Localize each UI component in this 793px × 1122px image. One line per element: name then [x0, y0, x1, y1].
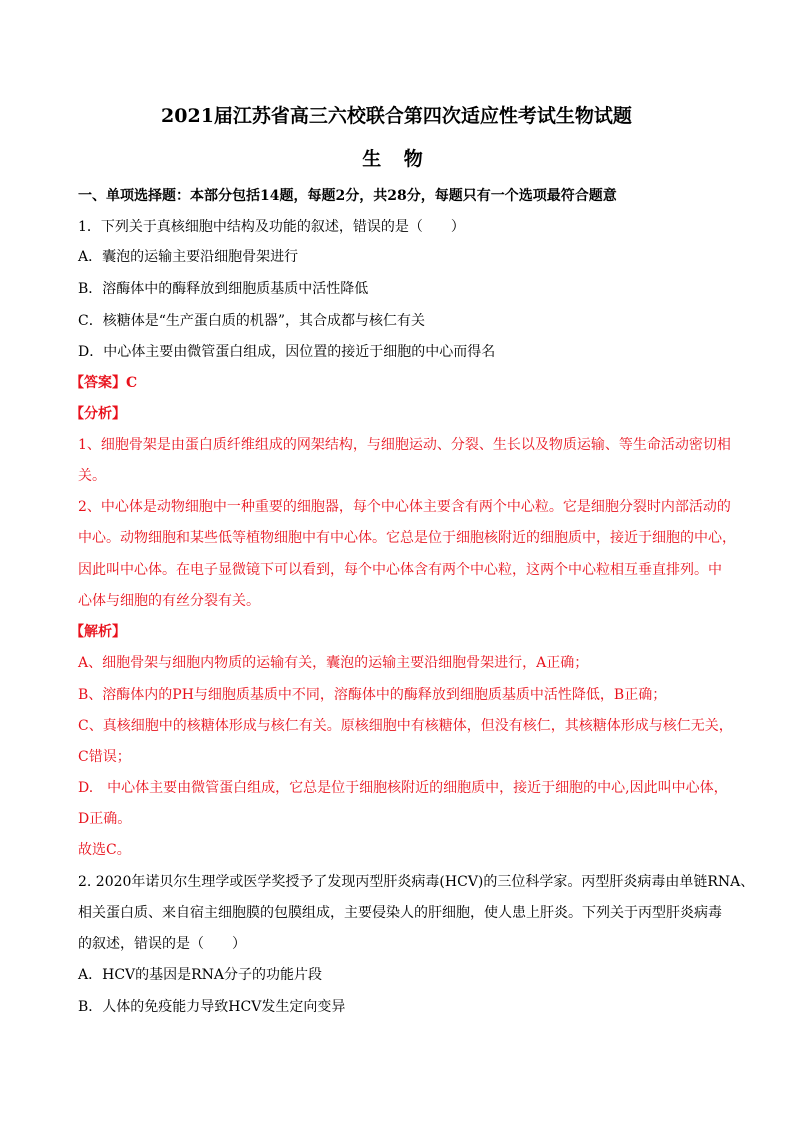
- q1-analysis-line: 1、细胞骨架是由蛋白质纤维组成的网架结构，与细胞运动、分裂、生长以及物质运输、等生命活动密切相: [78, 437, 731, 453]
- q1-explain-line: C、真核细胞中的核糖体形成与核仁有关。原核细胞中有核糖体，但没有核仁，其核糖体形成与核仁无关，: [78, 718, 733, 734]
- page-title: 2021届江苏省高三六校联合第四次适应性考试生物试题: [161, 105, 632, 127]
- q1-explain-line: 故选C。: [78, 842, 131, 858]
- q1-option-c: C．核糖体是“生产蛋白质的机器”，其合成都与核仁有关: [78, 313, 426, 329]
- section-heading: 一、单项选择题：本部分包括14题，每题2分，共28分，每题只有一个选项最符合题意: [78, 188, 617, 204]
- q1-stem: 1．下列关于真核细胞中结构及功能的叙述，错误的是（ ）: [78, 219, 465, 235]
- q1-analysis-line: 关。: [78, 468, 106, 484]
- q1-option-a: A．囊泡的运输主要沿细胞骨架进行: [78, 249, 299, 265]
- q2-stem-line: 2. 2020年诺贝尔生理学或医学奖授予了发现丙型肝炎病毒(HCV)的三位科学家。丙型肝炎病毒由单链RNA、: [78, 874, 755, 890]
- q1-answer: 【答案】C: [70, 375, 138, 391]
- q2-option-b: B．人体的免疫能力导致HCV发生定向变异: [78, 999, 346, 1015]
- q1-explain-line: C错误；: [78, 749, 131, 765]
- q1-analysis-line: 因此叫中心体。在电子显微镜下可以看到，每个中心体含有两个中心粒，这两个中心粒相互垂直排列。中: [78, 562, 722, 578]
- q1-explain-label: 【解析】: [70, 624, 126, 640]
- q1-explain-line: D. 中心体主要由微管蛋白组成，它总是位于细胞核附近的细胞质中，接近于细胞的中心,因此叫中心体，: [78, 780, 728, 796]
- q1-explain-line: D正确。: [78, 811, 132, 827]
- q2-option-a: A．HCV的基因是RNA分子的功能片段: [78, 967, 323, 983]
- q2-stem-line: 的叙述，错误的是（ ）: [78, 936, 246, 952]
- q1-explain-line: A、细胞骨架与细胞内物质的运输有关，囊泡的运输主要沿细胞骨架进行，A正确；: [78, 655, 589, 671]
- q1-explain-line: B、溶酶体内的PH与细胞质基质中不同，溶酶体中的酶释放到细胞质基质中活性降低，B正确；: [78, 687, 667, 703]
- q2-stem-line: 相关蛋白质、来自宿主细胞膜的包膜组成，主要侵染人的肝细胞，使人患上肝炎。下列关于丙型肝炎病毒: [78, 905, 722, 921]
- q1-analysis-line: 2、中心体是动物细胞中一种重要的细胞器，每个中心体主要含有两个中心粒。它是细胞分裂时内部活动的: [78, 499, 731, 515]
- q1-analysis-line: 中心。动物细胞和某些低等植物细胞中有中心体。它总是位于细胞核附近的细胞质中，接近于细胞的中心，: [78, 530, 736, 546]
- q1-option-d: D．中心体主要由微管蛋白组成，因位置的接近于细胞的中心而得名: [78, 344, 496, 360]
- q1-analysis-label: 【分析】: [70, 406, 126, 422]
- page-subtitle: 生 物: [362, 148, 431, 170]
- q1-option-b: B．溶酶体中的酶释放到细胞质基质中活性降低: [78, 281, 369, 297]
- q1-analysis-line: 心体与细胞的有丝分裂有关。: [78, 593, 260, 609]
